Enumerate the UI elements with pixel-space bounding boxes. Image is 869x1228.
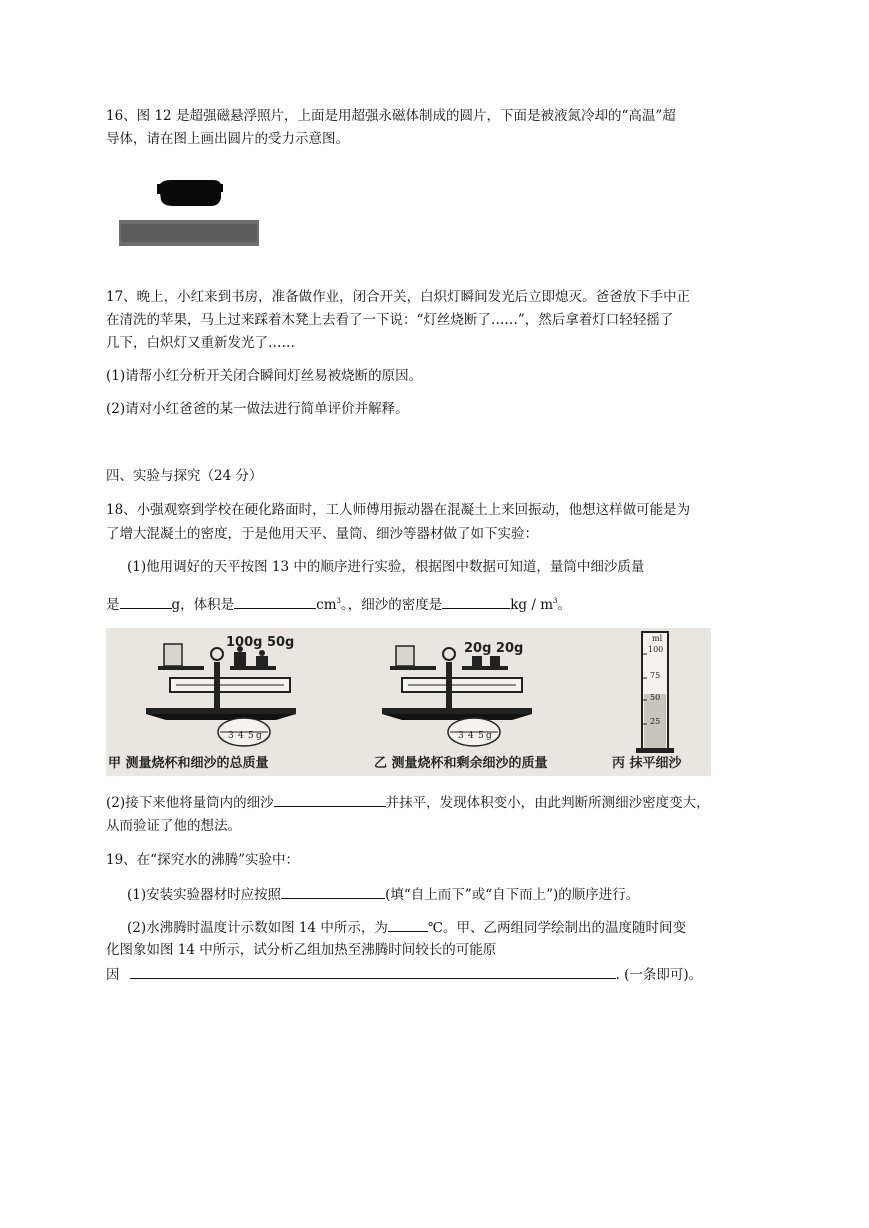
cylinder-tick-100: 100 (648, 645, 664, 654)
answer-blank-reason[interactable] (130, 964, 616, 979)
text: (2)水沸腾时温度计示数如图 14 中所示，为 (127, 920, 388, 936)
q18-sub2-line1 (106, 792, 710, 813)
q17-line3: 几下，白炽灯又重新发光了…… (106, 335, 295, 351)
section-title: 四、实验与探究（24 分） (106, 468, 263, 484)
answer-blank-mass[interactable] (120, 594, 172, 609)
answer-blank-order[interactable] (281, 884, 385, 899)
measuring-cylinder (636, 632, 674, 753)
text: 是 (106, 597, 120, 613)
unit-text: kg / m (510, 597, 554, 613)
cylinder-tick-50: 50 (650, 693, 661, 702)
q19-sub2-line3 (106, 964, 702, 985)
answer-blank-sand-action[interactable] (274, 792, 386, 807)
text: (1)安装实验器材时应按照 (127, 887, 282, 903)
caption-b: 乙 测量烧杯和剩余细沙的质量 (374, 756, 548, 771)
q16-line1: 16、图 12 是超强磁悬浮照片，上面是用超强永磁体制成的圆片，下面是被液氮冷却的“高温”超 (106, 108, 676, 124)
text: 。 (557, 597, 571, 613)
scale-num-a-5: 5 (248, 731, 254, 741)
scale-unit-b: g (486, 731, 492, 741)
q18-sub1-line1: (1)他用调好的天平按图 13 中的顺序进行实验，根据图中数据可知道，量筒中细沙质量 (127, 559, 645, 575)
q18-line2: 了增大混凝土的密度，于是他用天平、量筒、细沙等器材做了如下实验： (106, 526, 538, 542)
cylinder-tick-75: 75 (650, 671, 661, 680)
cylinder-unit: ml (652, 634, 663, 643)
unit-text: cm (316, 597, 337, 613)
balance-b (382, 641, 532, 746)
text: 因 (106, 967, 120, 983)
text: (填“自上而下”或“自下而上”)的顺序进行。 (385, 887, 640, 903)
answer-blank-density[interactable] (442, 594, 510, 609)
scale-unit-a: g (256, 731, 262, 741)
scale-num-b-4: 4 (468, 731, 474, 741)
figure-12-maglev-photo (115, 172, 265, 270)
magnet-disc (159, 180, 221, 206)
weights-label-a: 100g 50g (226, 635, 295, 650)
text: g，体积是 (171, 597, 235, 613)
scale-num-b-3: 3 (458, 731, 464, 741)
q18-sub2-line2: 从而验证了他的想法。 (106, 818, 241, 834)
text: . (一条即可)。 (615, 967, 703, 983)
scale-num-b-5: 5 (478, 731, 484, 741)
balance-a (146, 635, 296, 746)
weights-label-b: 20g 20g (464, 641, 524, 656)
q18-line1: 18、小强观察到学校在硬化路面时，工人师傅用振动器在混凝土上来回振动，他想这样做可能是为 (106, 502, 691, 518)
caption-c: 丙 抹平细沙 (612, 756, 682, 771)
superscript: 3 (336, 597, 341, 605)
answer-blank-volume[interactable] (234, 594, 316, 609)
text: ℃。甲、乙两组同学绘制出的温度随时间变 (427, 920, 686, 936)
q17-line1: 17、晚上，小红来到书房，准备做作业，闭合开关，白炽灯瞬间发光后立即熄灭。爸爸放下手中正 (106, 289, 691, 305)
superscript: 3 (553, 597, 558, 605)
q17-sub2: (2)请对小红爸爸的某一做法进行简单评价并解释。 (106, 401, 409, 417)
caption-a: 甲 测量烧杯和细沙的总质量 (108, 756, 269, 771)
q19-line1: 19、在“探究水的沸腾”实验中： (106, 852, 299, 868)
q17-line2: 在清洗的苹果，马上过来踩着木凳上去看了一下说：“灯丝烧断了……”，然后拿着灯口轻轻摇了 (106, 312, 674, 328)
text: 。，细沙的密度是 (341, 597, 443, 613)
figure-13-experiment (106, 628, 711, 776)
q19-sub2-line2: 化图象如图 14 中所示，试分析乙组加热至沸腾时间较长的可能原 (106, 942, 497, 958)
cylinder-tick-25: 25 (650, 717, 661, 726)
scale-num-a-3: 3 (228, 731, 234, 741)
q16-line2: 导体，请在图上画出圆片的受力示意图。 (106, 131, 349, 147)
q17-sub1: (1)请帮小红分析开关闭合瞬间灯丝易被烧断的原因。 (106, 368, 423, 384)
text: (2)接下来他将量筒内的细沙 (106, 795, 274, 811)
q18-sub1-line2 (106, 591, 571, 615)
text: 并抹平，发现体积变小，由此判断所测细沙密度变大， (385, 795, 710, 811)
q19-sub2-line1 (127, 917, 686, 938)
answer-blank-temperature[interactable] (388, 917, 428, 932)
scale-num-a-4: 4 (238, 731, 244, 741)
q19-sub1 (127, 884, 639, 905)
